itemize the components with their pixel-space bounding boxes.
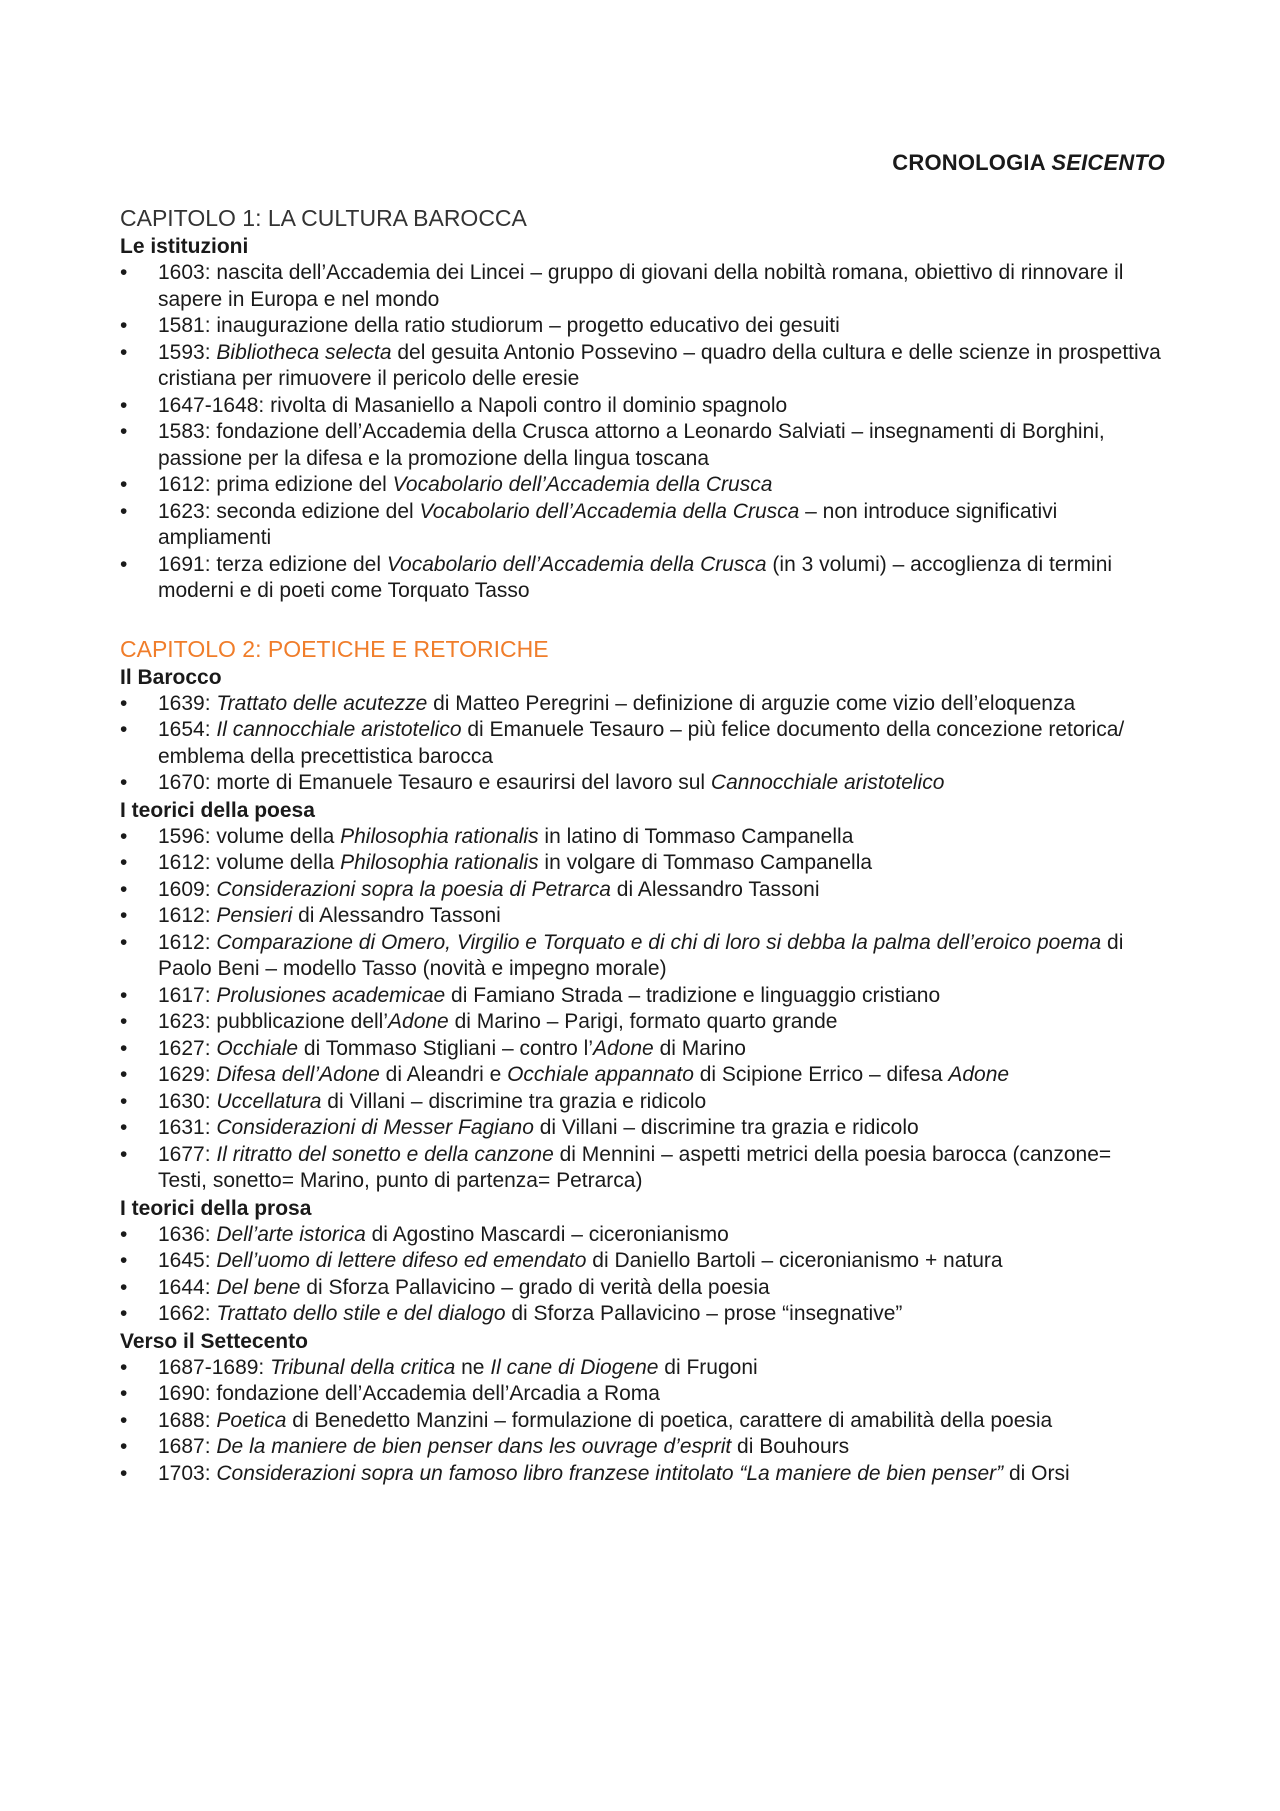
timeline-item [120, 1089, 1165, 1116]
work-title: Occhiale appannato [507, 1063, 694, 1086]
timeline-item [120, 1248, 1165, 1275]
timeline-item [120, 691, 1165, 718]
timeline-item [120, 472, 1165, 499]
item-text: 1670: morte di Emanuele Tesauro e esaurirsi del lavoro sul [158, 771, 711, 794]
item-text: 1691: terza edizione del [158, 552, 387, 576]
item-text: di Alessandro Tassoni [610, 877, 820, 901]
item-text: 1631: [158, 1116, 217, 1139]
item-text: di Frugoni [658, 1355, 758, 1379]
document-content [120, 204, 1165, 1487]
item-text: 1609: [158, 877, 217, 901]
item-text: di Marino [653, 1036, 746, 1060]
item-text: di Alessandro Tassoni [292, 904, 501, 927]
item-text: di Orsi [1003, 1461, 1070, 1485]
work-title: Trattato delle acutezze [216, 691, 428, 715]
item-text: di Famiano Strada – tradizione e linguaggio cristiano [445, 983, 941, 1007]
work-title: Trattato dello stile e del dialogo [216, 1302, 506, 1325]
chapter-heading: CAPITOLO 2: POETICHE E RETORICHE [120, 635, 549, 662]
timeline-item [120, 1275, 1165, 1302]
timeline-item [120, 552, 1165, 605]
timeline-item [120, 419, 1165, 472]
item-text: 1583: fondazione dell’Accademia della Crusca attorno a Leonardo Salviati – insegnamenti di Borghini, passione per la difesa e la promozione della lingua toscana [158, 420, 1105, 470]
work-title: Comparazione di Omero, Virgilio e Torquato e di chi di loro si debba la palma dell’eroico poema [216, 930, 1102, 954]
timeline-item [120, 770, 1165, 797]
item-text: 1636: [158, 1222, 217, 1246]
timeline-item [120, 1301, 1165, 1328]
item-text: 1596: volume della [158, 824, 341, 848]
item-text: di Mennini – aspetti metrici della poesia barocca (canzone= Testi, sonetto= Marino, punto di partenza= Petrarca) [158, 1142, 1112, 1192]
timeline-item [120, 1381, 1165, 1408]
work-title: Cannocchiale aristotelico [710, 771, 945, 794]
item-text: 1662: [158, 1302, 217, 1325]
timeline-item [120, 499, 1165, 552]
timeline-list [120, 1222, 1165, 1328]
work-title: Adone [593, 1036, 654, 1060]
item-text: 1645: [158, 1249, 217, 1272]
item-text: di Sforza Pallavicino – grado di verità della poesia [300, 1275, 770, 1299]
timeline-item [120, 717, 1165, 770]
item-text: 1644: [158, 1275, 217, 1299]
section-heading: Le istituzioni [120, 235, 249, 258]
item-text: 1688: [158, 1408, 217, 1432]
work-title: Dell’arte istorica [216, 1222, 366, 1246]
timeline-list [120, 1355, 1165, 1488]
item-text: del gesuita Antonio Possevino – quadro della cultura e delle scienze in prospettiva cristiana per rimuovere il pericolo delle eresie [158, 340, 1161, 390]
item-text: 1603: nascita dell’Accademia dei Lincei – gruppo di giovani della nobiltà romana, obiettivo di rinnovare il sapere in Europa e nel mondo [158, 261, 1124, 311]
work-title: Considerazioni sopra la poesia di Petrarca [216, 877, 611, 901]
item-text: 1690: fondazione dell’Accademia dell’Arcadia a Roma [158, 1382, 660, 1405]
timeline-item [120, 1009, 1165, 1036]
item-text: di Paolo Beni – modello Tasso (novità e impegno morale) [158, 930, 1124, 980]
chapter-heading: CAPITOLO 1: LA CULTURA BAROCCA [120, 205, 527, 231]
work-title: Il ritratto del sonetto e della canzone [216, 1142, 554, 1166]
timeline-item [120, 903, 1165, 930]
item-text: 1639: [158, 691, 217, 715]
timeline-list [120, 260, 1165, 605]
item-text: 1612: [158, 904, 217, 927]
item-text: 1687-1689: [158, 1355, 271, 1379]
work-title: Vocabolario dell’Accademia della Crusca [386, 552, 767, 576]
work-title: Difesa dell’Adone [216, 1063, 380, 1086]
work-title: De la maniere de bien penser dans les ouvrage d’esprit [216, 1435, 732, 1458]
item-text: di Agostino Mascardi – ciceronianismo [365, 1222, 729, 1246]
item-text: 1627: [158, 1036, 217, 1060]
document-title-italic: SEICENTO [1051, 150, 1165, 175]
work-title: Pensieri [216, 904, 293, 927]
timeline-item [120, 930, 1165, 983]
item-text: in volgare di Tommaso Campanella [538, 851, 873, 874]
timeline-item [120, 1142, 1165, 1195]
timeline-item [120, 877, 1165, 904]
section-heading: Verso il Settecento [120, 1329, 308, 1353]
work-title: Il cane di Diogene [490, 1355, 659, 1379]
work-title: Prolusiones academicae [216, 983, 446, 1007]
timeline-item [120, 340, 1165, 393]
timeline-item [120, 1408, 1165, 1435]
work-title: Tribunal della critica [270, 1355, 456, 1379]
item-text: in latino di Tommaso Campanella [538, 824, 854, 848]
item-text: di Matteo Peregrini – definizione di arguzie come vizio dell’eloquenza [427, 691, 1076, 715]
item-text: di Daniello Bartoli – ciceronianismo + natura [586, 1249, 1003, 1272]
timeline-item [120, 313, 1165, 340]
document-page [120, 150, 1165, 1487]
item-text: (in 3 volumi) – accoglienza di termini moderni e di poeti come Torquato Tasso [158, 552, 1113, 602]
document-title-plain: CRONOLOGIA [892, 150, 1052, 175]
work-title: Occhiale [216, 1036, 299, 1060]
item-text: – non introduce significativi ampliamenti [158, 499, 1058, 549]
timeline-list [120, 824, 1165, 1195]
item-text: di Benedetto Manzini – formulazione di poetica, carattere di amabilità della poesia [286, 1408, 1053, 1432]
section-heading: I teorici della prosa [120, 1196, 312, 1220]
work-title: Considerazioni di Messer Fagiano [216, 1116, 534, 1139]
item-text: di Marino – Parigi, formato quarto grande [448, 1010, 838, 1033]
item-text: 1593: [158, 340, 217, 364]
item-text: 1687: [158, 1435, 217, 1458]
item-text: 1612: prima edizione del [158, 473, 393, 496]
timeline-item [120, 824, 1165, 851]
work-title: Del bene [216, 1275, 301, 1299]
item-text: di Bouhours [731, 1435, 850, 1458]
item-text: di Scipione Errico – difesa [693, 1063, 949, 1086]
timeline-item [120, 1222, 1165, 1249]
item-text: di Villani – discrimine tra grazia e ridicolo [321, 1089, 707, 1113]
item-text: 1581: inaugurazione della ratio studiorum – progetto educativo dei gesuiti [158, 314, 840, 337]
work-title: Poetica [216, 1408, 287, 1432]
item-text: 1612: [158, 930, 217, 954]
item-text: di Tommaso Stigliani – contro l’ [298, 1036, 594, 1060]
item-text: 1617: [158, 983, 217, 1007]
item-text: 1629: [158, 1063, 217, 1086]
chapter-spacer [120, 605, 1165, 635]
work-title: Adone [388, 1010, 449, 1033]
timeline-item [120, 1355, 1165, 1382]
work-title: Il cannocchiale aristotelico [216, 718, 462, 741]
item-text: di Sforza Pallavicino – prose “insegnative” [505, 1302, 903, 1325]
timeline-item [120, 1461, 1165, 1488]
item-text: 1612: volume della [158, 851, 341, 874]
work-title: Vocabolario dell’Accademia della Crusca [392, 473, 773, 496]
timeline-item [120, 1115, 1165, 1142]
timeline-item [120, 983, 1165, 1010]
timeline-list [120, 691, 1165, 797]
timeline-item [120, 1062, 1165, 1089]
document-title [120, 150, 1165, 176]
item-text: 1703: [158, 1461, 217, 1485]
timeline-item [120, 1434, 1165, 1461]
timeline-item [120, 1036, 1165, 1063]
work-title: Adone [948, 1063, 1010, 1086]
section-heading: I teorici della poesa [120, 798, 315, 822]
work-title: Vocabolario dell’Accademia della Crusca [419, 499, 800, 523]
item-text: di Villani – discrimine tra grazia e ridicolo [533, 1116, 919, 1139]
item-text: di Aleandri e [379, 1063, 508, 1086]
item-text: 1623: pubblicazione dell’ [158, 1010, 389, 1033]
item-text: 1647-1648: rivolta di Masaniello a Napoli contro il dominio spagnolo [158, 393, 788, 417]
timeline-item [120, 850, 1165, 877]
item-text: ne [455, 1355, 491, 1379]
work-title: Philosophia rationalis [340, 851, 539, 874]
work-title: Bibliotheca selecta [216, 340, 392, 364]
work-title: Dell’uomo di lettere difeso ed emendato [216, 1249, 587, 1272]
item-text: di Emanuele Tesauro – più felice documento della concezione retorica/ emblema della precettistica barocca [158, 718, 1125, 768]
work-title: Uccellatura [216, 1089, 322, 1113]
item-text: 1623: seconda edizione del [158, 499, 420, 523]
item-text: 1677: [158, 1142, 217, 1166]
work-title: Considerazioni sopra un famoso libro franzese intitolato “La maniere de bien penser” [216, 1461, 1004, 1485]
work-title: Philosophia rationalis [340, 824, 539, 848]
item-text: 1654: [158, 718, 217, 741]
timeline-item [120, 393, 1165, 420]
item-text: 1630: [158, 1089, 217, 1113]
timeline-item [120, 260, 1165, 313]
section-heading: Il Barocco [120, 665, 222, 689]
